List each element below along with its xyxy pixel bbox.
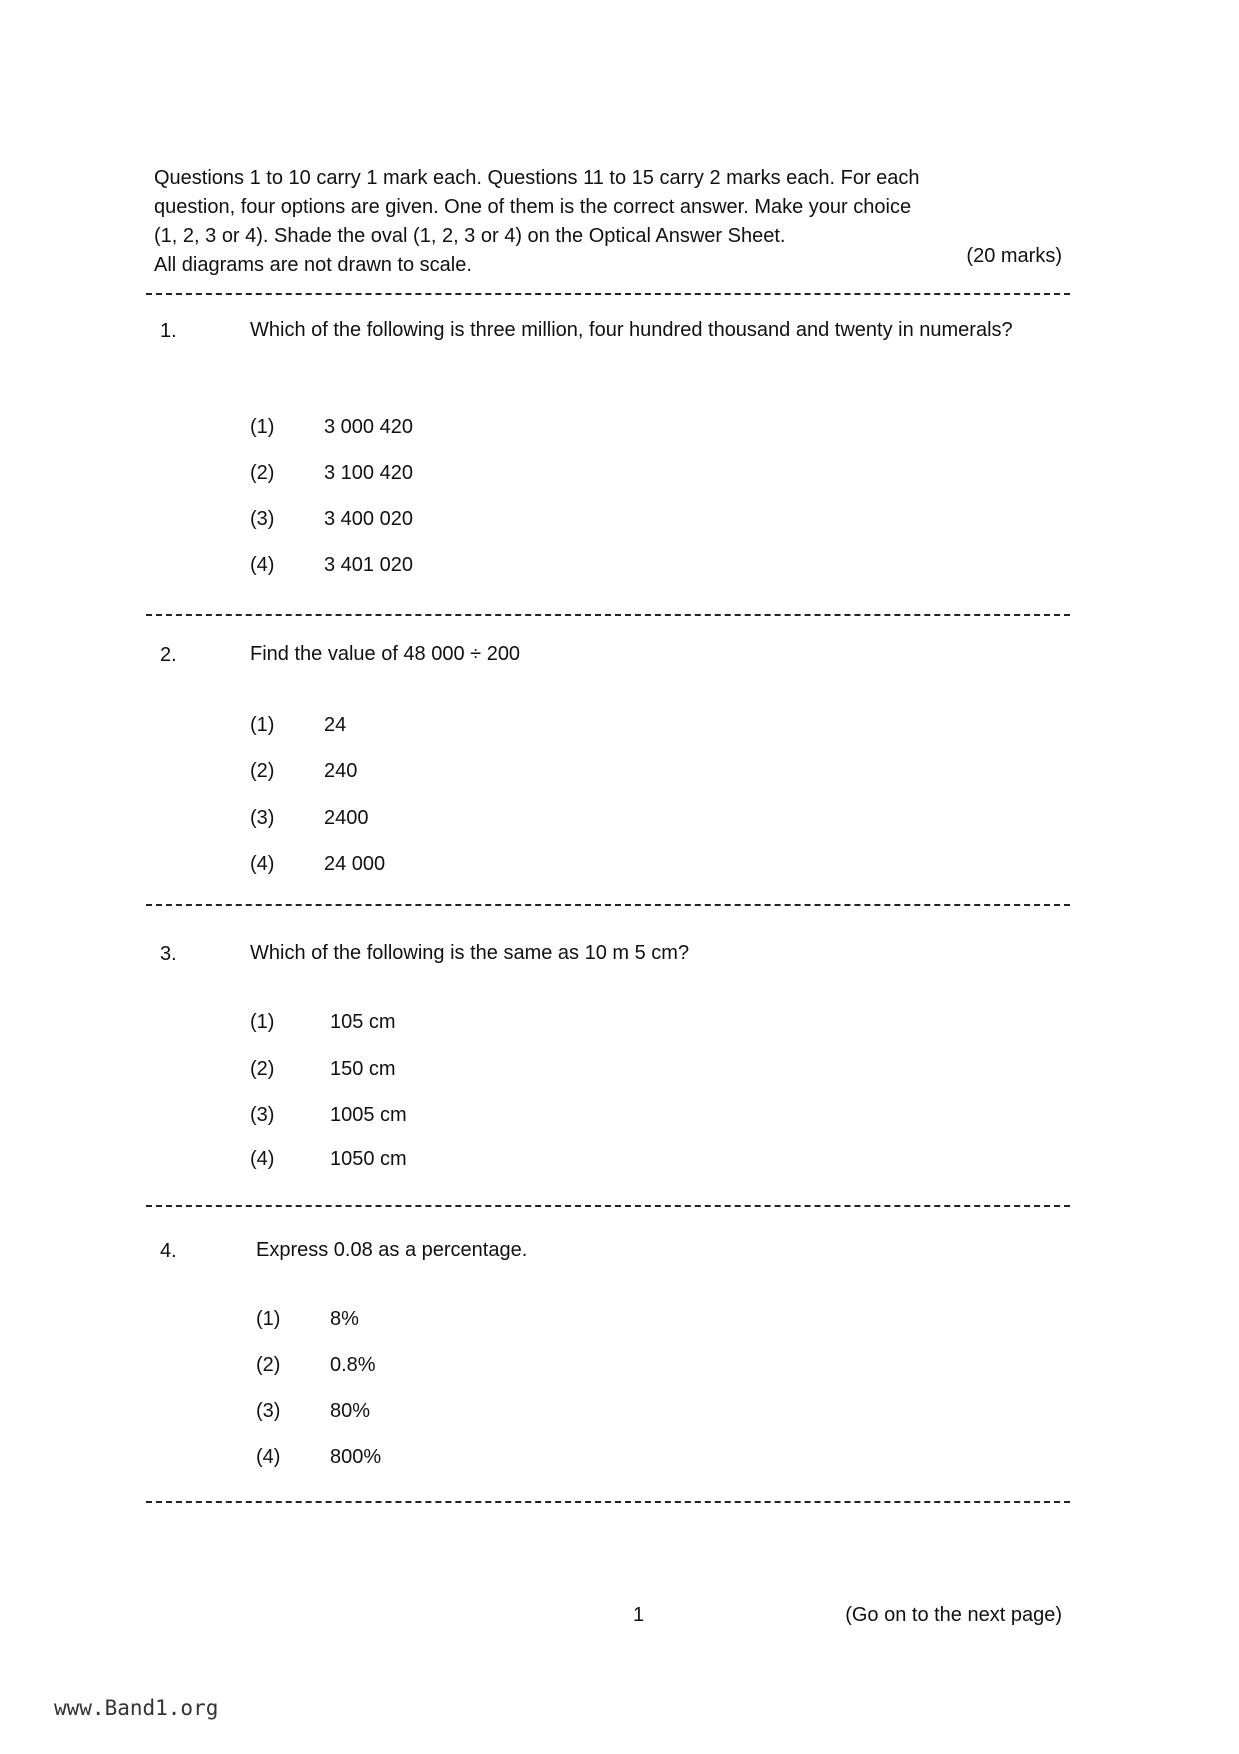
question-number: 1. (160, 320, 177, 342)
option-value: 3 100 420 (324, 462, 413, 484)
instruction-line: Questions 1 to 10 carry 1 mark each. Questions 11 to 15 carry 2 marks each. For each (154, 167, 920, 189)
instruction-line: question, four options are given. One of them is the correct answer. Make your choice (154, 196, 912, 218)
page-number: 1 (633, 1604, 645, 1626)
option-value: 24 000 (324, 853, 386, 875)
option-label: (3) (256, 1400, 281, 1422)
option-label: (2) (250, 760, 275, 782)
option-value: 105 cm (330, 1011, 396, 1033)
question-text: Express 0.08 as a percentage. (256, 1239, 528, 1261)
option-value: 80% (330, 1400, 371, 1422)
option-value: 2400 (324, 807, 369, 829)
divider (146, 614, 1070, 616)
option-label: (3) (250, 1104, 275, 1126)
option-label: (2) (256, 1354, 281, 1376)
option-value: 1050 cm (330, 1148, 407, 1170)
option-value: 800% (330, 1446, 382, 1468)
option-label: (1) (250, 1011, 275, 1033)
divider (146, 1205, 1070, 1207)
option-label: (4) (256, 1446, 281, 1468)
option-value: 8% (330, 1308, 359, 1330)
option-label: (1) (256, 1308, 281, 1330)
question-text: Which of the following is three million, four hundred thousand and twenty in numerals? (250, 319, 1013, 341)
watermark-url: www.Band1.org (54, 1696, 219, 1720)
instruction-line: (1, 2, 3 or 4). Shade the oval (1, 2, 3 or 4) on the Optical Answer Sheet. (154, 225, 786, 247)
option-label: (4) (250, 1148, 275, 1170)
instructions (154, 164, 1064, 280)
option-value: 1005 cm (330, 1104, 407, 1126)
option-label: (2) (250, 462, 275, 484)
divider (146, 1501, 1070, 1503)
option-label: (1) (250, 416, 275, 438)
option-value: 3 400 020 (324, 508, 413, 530)
instruction-line: All diagrams are not drawn to scale. (154, 254, 472, 276)
option-label: (3) (250, 508, 275, 530)
option-label: (3) (250, 807, 275, 829)
question-number: 3. (160, 943, 177, 965)
option-value: 0.8% (330, 1354, 376, 1376)
question-text: Find the value of 48 000 ÷ 200 (250, 643, 521, 665)
total-marks: (20 marks) (966, 245, 1062, 267)
option-value: 3 000 420 (324, 416, 413, 438)
option-label: (4) (250, 853, 275, 875)
option-value: 24 (324, 714, 347, 736)
question-number: 2. (160, 644, 177, 666)
question-number: 4. (160, 1240, 177, 1262)
option-label: (4) (250, 554, 275, 576)
question-text: Which of the following is the same as 10 m 5 cm? (250, 942, 690, 964)
divider (146, 293, 1070, 295)
divider (146, 904, 1070, 906)
option-value: 240 (324, 760, 358, 782)
next-page-note: (Go on to the next page) (845, 1604, 1062, 1626)
option-value: 150 cm (330, 1058, 396, 1080)
option-label: (1) (250, 714, 275, 736)
option-label: (2) (250, 1058, 275, 1080)
option-value: 3 401 020 (324, 554, 413, 576)
